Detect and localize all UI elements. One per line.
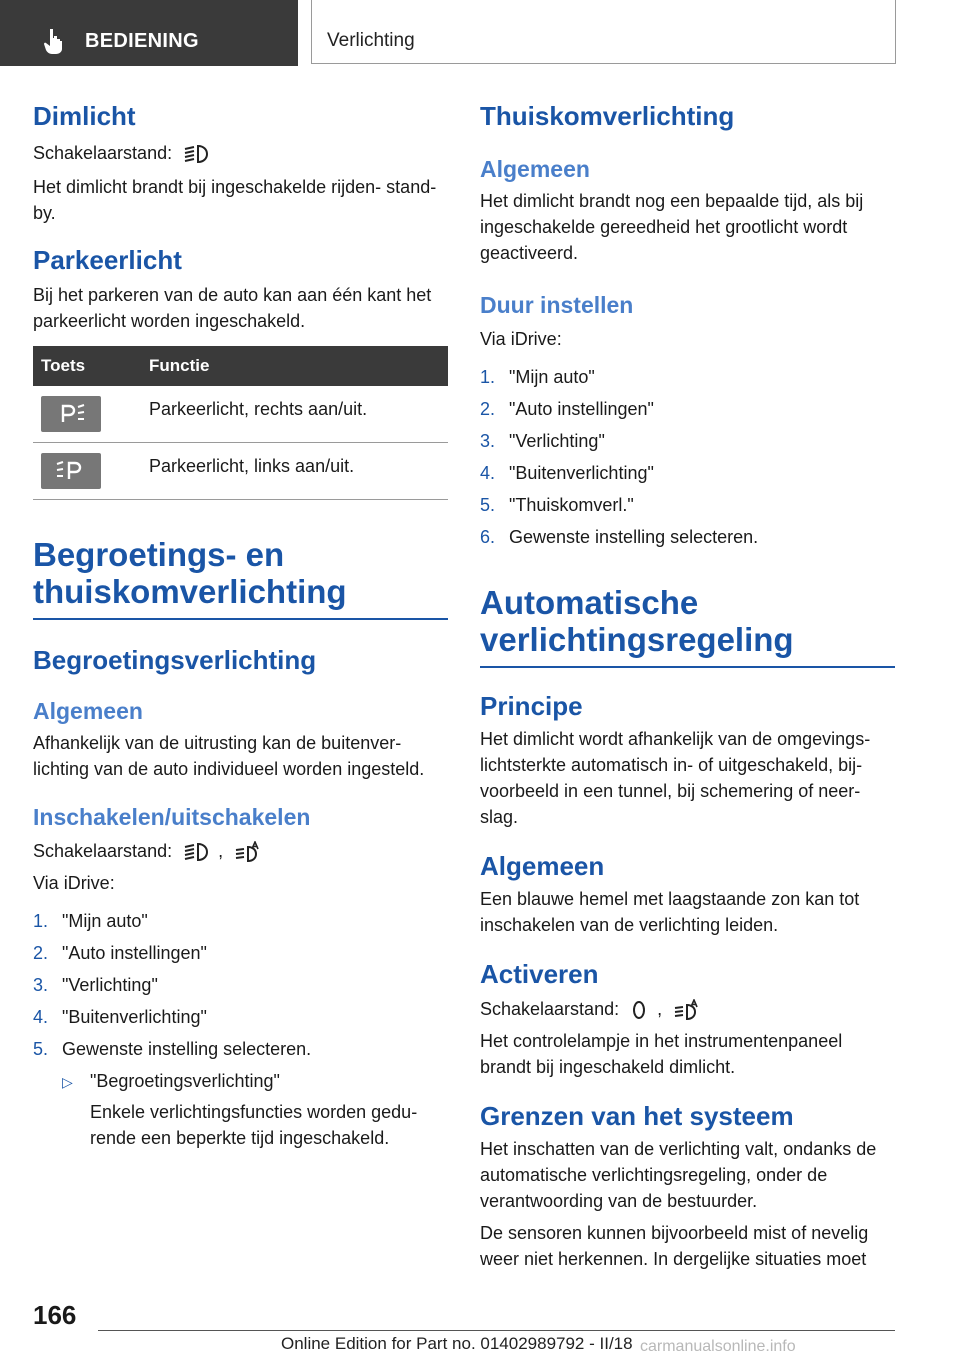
thuiskom-steps — [480, 364, 895, 550]
edition-text: Online Edition for Part no. 01402989792 - II/18 — [281, 1334, 633, 1353]
parking-light-right-icon — [41, 396, 101, 432]
chapter-header — [311, 0, 896, 64]
sub-list-item: ▷ "Begroetingsverlichting" Enkele verlichtingsfuncties worden gedu- rende een beperkte tijd ingeschakeld. — [33, 1068, 448, 1151]
parking-light-table — [33, 346, 448, 500]
grenzen-text-1: Het inschatten van de verlichting valt, ondanks de automatische verlichtingsregeling, onder de verantwoording van de bestuurder. — [480, 1139, 877, 1211]
triangle-marker-icon: ▷ — [62, 1074, 73, 1090]
switch-label: Schakelaarstand: — [33, 143, 173, 163]
begroetings-heading: Begroetings- en thuiskomverlichting — [33, 536, 448, 620]
inschakelen-heading: Inschakelen/uitschakelen — [33, 804, 311, 830]
list-item: 5. "Thuiskomverl." — [480, 495, 634, 515]
automatische-heading: Automatische verlichtingsregeling — [480, 584, 895, 668]
dimlicht-switch-line — [33, 140, 448, 166]
auto-algemeen-text: Een blauwe hemel met laagstaande zon kan tot inschakelen van de verlichting leiden. — [480, 889, 860, 935]
inschakelen-switch-line: Schakelaarstand: , — [33, 838, 448, 864]
right-column — [480, 100, 895, 1272]
begroetings-steps — [33, 908, 448, 1062]
list-item: 6. Gewenste instelling selecteren. — [480, 527, 759, 547]
parking-light-right-button — [41, 396, 101, 432]
parkeerlicht-text: Bij het parkeren van de auto kan aan één kant het parkeerlicht worden ingeschakeld. — [33, 285, 432, 331]
headlight-off-icon — [630, 999, 648, 1021]
watermark: carmanualsonline.info — [640, 1338, 796, 1355]
list-item: 4. "Buitenverlichting" — [33, 1007, 207, 1027]
parking-light-left-icon — [41, 453, 101, 489]
list-item: 1. "Mijn auto" — [33, 911, 148, 931]
list-item: 5. Gewenste instelling selecteren. — [33, 1039, 312, 1059]
parking-light-left-button — [41, 453, 101, 489]
chapter-title: Verlichting — [327, 30, 415, 51]
section-label: BEDIENING — [85, 30, 199, 52]
thuiskom-heading: Thuiskomverlichting — [480, 101, 735, 131]
activeren-heading: Activeren — [480, 959, 599, 989]
algemeen-heading: Algemeen — [480, 156, 590, 182]
table-row — [33, 386, 448, 443]
auto-headlight-icon — [673, 999, 701, 1021]
activeren-switch-line: Schakelaarstand: , — [480, 996, 895, 1022]
left-column — [33, 100, 448, 1151]
low-beam-icon — [183, 841, 209, 863]
via-idrive-label: Via iDrive: — [33, 873, 115, 893]
list-item: 3. "Verlichting" — [33, 975, 158, 995]
list-item: 3. "Verlichting" — [480, 431, 605, 451]
section-tab — [0, 0, 298, 66]
table-cell-function: Parkeerlicht, rechts aan/uit. — [141, 386, 448, 443]
table-header-functie: Functie — [141, 346, 448, 386]
sub-item-text: Enkele verlichtingsfuncties worden gedu- rende een beperkte tijd ingeschakeld. — [90, 1102, 418, 1148]
footer-divider — [98, 1330, 895, 1331]
principe-heading: Principe — [480, 691, 583, 721]
begroetingsverlichting-heading: Begroetingsverlichting — [33, 645, 317, 675]
algemeen-heading: Algemeen — [480, 851, 605, 881]
via-idrive-label: Via iDrive: — [480, 329, 562, 349]
list-item: 1. "Mijn auto" — [480, 367, 595, 387]
dimlicht-text: Het dimlicht brandt bij ingeschakelde rijden- stand-by. — [33, 177, 437, 223]
grenzen-heading: Grenzen van het systeem — [480, 1101, 794, 1131]
list-item: 4. "Buitenverlichting" — [480, 463, 654, 483]
grenzen-text-2: De sensoren kunnen bijvoorbeeld mist of nevelig weer niet herkennen. In dergelijke situaties moet — [480, 1223, 869, 1269]
low-beam-icon — [183, 143, 209, 165]
principe-text: Het dimlicht wordt afhankelijk van de omgevings- lichtsterkte automatisch in- of uitgeschakeld, bij- voorbeeld in een tunnel, bij schemering of neer- slag. — [480, 729, 871, 827]
parkeerlicht-heading: Parkeerlicht — [33, 245, 182, 275]
algemeen-text: Afhankelijk van de uitrusting kan de buitenver- lichting van de auto individueel worden ingesteld. — [33, 733, 425, 779]
hand-pointer-icon — [44, 28, 64, 54]
list-item: 2. "Auto instellingen" — [480, 399, 654, 419]
duur-instellen-heading: Duur instellen — [480, 292, 634, 318]
table-cell-function: Parkeerlicht, links aan/uit. — [141, 443, 448, 500]
table-header-toets: Toets — [33, 346, 141, 386]
activeren-text: Het controlelampje in het instrumentenpaneel brandt bij ingeschakeld dimlicht. — [480, 1031, 843, 1077]
auto-headlight-icon — [234, 841, 262, 863]
algemeen-heading: Algemeen — [33, 698, 143, 724]
page-number: 166 — [33, 1300, 77, 1330]
table-row — [33, 443, 448, 500]
list-item: 2. "Auto instellingen" — [33, 943, 207, 963]
thuiskom-algemeen-text: Het dimlicht brandt nog een bepaalde tijd, als bij ingeschakelde gereedheid het grootlicht wordt geactiveerd. — [480, 191, 864, 263]
dimlicht-heading: Dimlicht — [33, 101, 136, 131]
